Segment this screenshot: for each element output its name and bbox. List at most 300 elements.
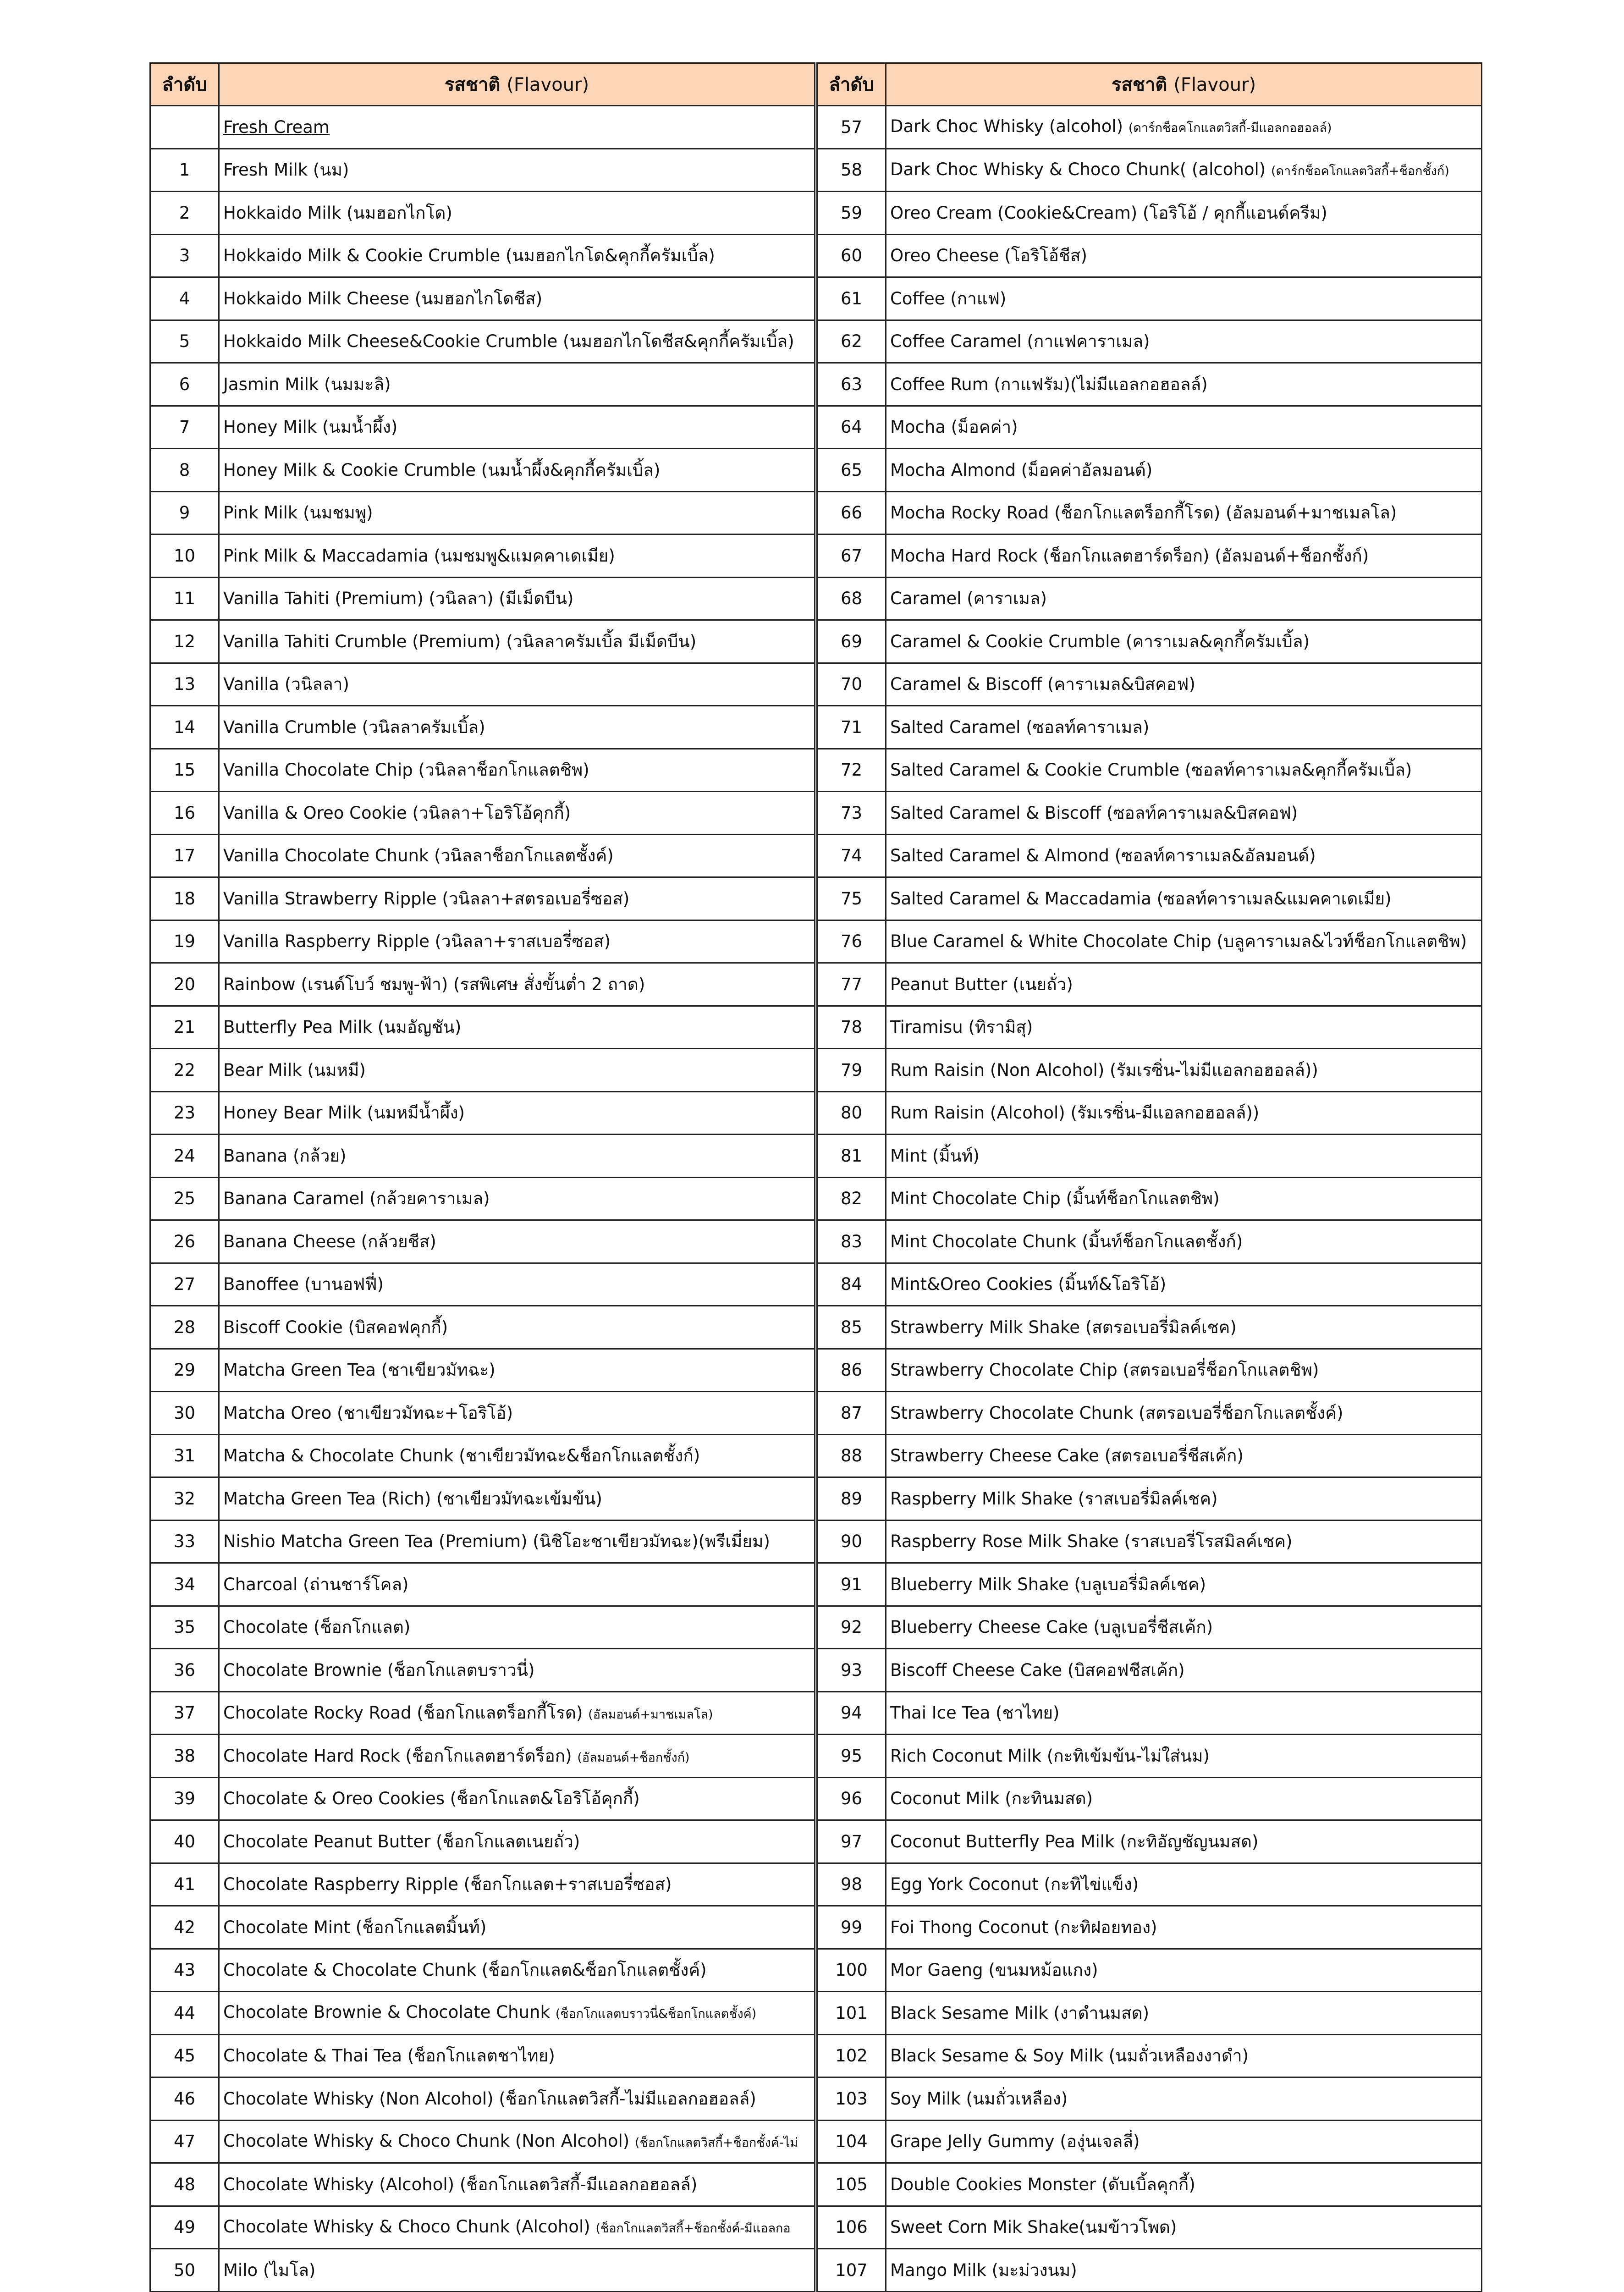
flavour-row: [817, 363, 1482, 406]
header-flavour-th: รสชาติ: [444, 74, 501, 95]
flavour-number: 42: [150, 1906, 219, 1949]
flavour-name-text: Matcha Green Tea (Rich) (ชาเขียวมัทฉะเข้มข้น): [223, 1488, 602, 1509]
flavour-name-text: Banana (กล้วย): [223, 1146, 347, 1166]
flavour-row: [817, 1349, 1482, 1392]
flavour-name: [219, 834, 815, 877]
flavour-name: [886, 620, 1482, 663]
flavour-name: [886, 1992, 1482, 2035]
flavour-name-text: Coconut Milk (กะทินมสด): [890, 1789, 1093, 1809]
flavour-name-text: Blue Caramel & White Chocolate Chip (บลูคาราเมล&ไวท์ช็อกโกแลตชิพ): [890, 931, 1467, 952]
flavour-number: 59: [817, 192, 886, 235]
flavour-number: 43: [150, 1949, 219, 1992]
flavour-number: 57: [817, 106, 886, 149]
flavour-name: [886, 1220, 1482, 1263]
flavour-name: [886, 1906, 1482, 1949]
flavour-number: 76: [817, 920, 886, 963]
flavour-name-text: Chocolate (ช็อกโกแลต): [223, 1617, 411, 1637]
flavour-row: [150, 2249, 815, 2292]
flavour-number: 100: [817, 1949, 886, 1992]
flavour-row: [150, 534, 815, 578]
flavour-row: [150, 406, 815, 449]
flavour-row: [817, 920, 1482, 963]
flavour-name-text: Hokkaido Milk (นมฮอกไกโด): [223, 203, 452, 223]
flavour-name: [219, 1992, 815, 2035]
flavour-row: [150, 1091, 815, 1135]
flavour-row: [817, 620, 1482, 663]
flavour-row: [817, 706, 1482, 749]
flavour-number: 88: [817, 1434, 886, 1477]
flavour-number: 36: [150, 1649, 219, 1692]
flavour-row: [150, 2120, 815, 2163]
flavour-name: [219, 2034, 815, 2077]
flavour-row: [817, 1392, 1482, 1435]
flavour-name: [219, 1777, 815, 1820]
header-flavour: [219, 63, 815, 106]
flavour-number: 16: [150, 792, 219, 835]
flavour-name-text: Chocolate Brownie & Chocolate Chunk: [223, 2002, 550, 2022]
flavour-name: [886, 834, 1482, 877]
flavour-name: [219, 1263, 815, 1306]
flavour-name: [886, 792, 1482, 835]
flavour-row: [150, 2034, 815, 2077]
flavour-number: 93: [817, 1649, 886, 1692]
flavour-name: [219, 1434, 815, 1477]
flavour-name: [886, 749, 1482, 792]
flavour-row: [150, 1606, 815, 1649]
header-row: [817, 63, 1482, 106]
flavour-name-text: Mor Gaeng (ขนมหม้อแกง): [890, 1960, 1098, 1980]
flavour-name: [886, 2034, 1482, 2077]
flavour-number: 34: [150, 1563, 219, 1606]
flavour-row: [150, 1820, 815, 1863]
flavour-number: 30: [150, 1392, 219, 1435]
flavour-name: [219, 620, 815, 663]
flavour-number: 97: [817, 1820, 886, 1863]
flavour-number: 87: [817, 1392, 886, 1435]
flavour-number: 48: [150, 2163, 219, 2206]
flavour-name: [886, 449, 1482, 492]
flavour-row: [150, 277, 815, 320]
flavour-row: [817, 2077, 1482, 2121]
flavour-name-text: Oreo Cheese (โอริโอ้ชีส): [890, 246, 1087, 266]
flavour-name-text: Nishio Matcha Green Tea (Premium) (นิชิโอะชาเขียวมัทฉะ)(พรีเมี่ยม): [223, 1532, 770, 1552]
flavour-table-right: [816, 62, 1482, 2292]
flavour-row: [150, 1306, 815, 1349]
flavour-name: [886, 2206, 1482, 2249]
flavour-row: [817, 192, 1482, 235]
flavour-name-text: Vanilla Crumble (วนิลลาครัมเบิ้ล): [223, 717, 485, 737]
flavour-name: [886, 1649, 1482, 1692]
flavour-name: [886, 2163, 1482, 2206]
flavour-name: [886, 963, 1482, 1006]
flavour-row: [817, 1091, 1482, 1135]
flavour-name: [219, 534, 815, 578]
flavour-name: [886, 2077, 1482, 2121]
flavour-name: [219, 1606, 815, 1649]
flavour-number: 17: [150, 834, 219, 877]
flavour-name: [219, 2120, 815, 2163]
flavour-number: 4: [150, 277, 219, 320]
flavour-name-text: Vanilla Raspberry Ripple (วนิลลา+ราสเบอรี่ซอส): [223, 931, 611, 952]
header-flavour-en: (Flavour): [506, 74, 589, 95]
flavour-name: [886, 1949, 1482, 1992]
flavour-row: [150, 320, 815, 363]
flavour-number: 103: [817, 2077, 886, 2121]
flavour-name-text: Sweet Corn Mik Shake(นมข้าวโพด): [890, 2217, 1177, 2237]
flavour-name-text: Pink Milk (นมชมพู): [223, 503, 373, 523]
flavour-row: [150, 1049, 815, 1092]
flavour-number: 67: [817, 534, 886, 578]
flavour-name: [886, 1392, 1482, 1435]
flavour-name-text: Egg York Coconut (กะทิไข่แข็ง): [890, 1874, 1139, 1895]
flavour-number: 2: [150, 192, 219, 235]
flavour-number: 102: [817, 2034, 886, 2077]
flavour-row: [817, 1049, 1482, 1092]
flavour-row: [150, 963, 815, 1006]
flavour-row: [817, 1006, 1482, 1049]
flavour-row: [817, 2034, 1482, 2077]
flavour-name: [886, 1477, 1482, 1521]
flavour-name-text: Honey Milk (นมน้ำผึ้ง): [223, 417, 398, 437]
flavour-row: [150, 449, 815, 492]
flavour-name-text: Vanilla (วนิลลา): [223, 674, 349, 694]
flavour-name-text: Strawberry Chocolate Chip (สตรอเบอรี่ช็อกโกแลตชิพ): [890, 1360, 1319, 1380]
flavour-row: [817, 1992, 1482, 2035]
flavour-name-text: Vanilla Tahiti Crumble (Premium) (วนิลลาครัมเบิ้ล มีเม็ดบีน): [223, 631, 697, 651]
flavour-name: [886, 1563, 1482, 1606]
flavour-number: 69: [817, 620, 886, 663]
flavour-row: [150, 2163, 815, 2206]
flavour-number: [150, 106, 219, 149]
flavour-row: [150, 1349, 815, 1392]
flavour-name: [219, 1863, 815, 1906]
flavour-number: 44: [150, 1992, 219, 2035]
flavour-number: 15: [150, 749, 219, 792]
flavour-number: 24: [150, 1135, 219, 1178]
flavour-row: [150, 1949, 815, 1992]
flavour-name-text: Dark Choc Whisky (alcohol): [890, 116, 1123, 137]
flavour-name: [219, 2163, 815, 2206]
flavour-name-text: Peanut Butter (เนยถั่ว): [890, 974, 1073, 994]
flavour-name-text: Chocolate Peanut Butter (ช็อกโกแลตเนยถั่ว): [223, 1831, 580, 1851]
flavour-name: [219, 1691, 815, 1735]
flavour-name: [886, 577, 1482, 620]
flavour-row: [817, 534, 1482, 578]
flavour-row: [150, 1434, 815, 1477]
flavour-name-text: Banana Caramel (กล้วยคาราเมล): [223, 1189, 490, 1209]
flavour-table-left: [149, 62, 815, 2292]
flavour-row: [817, 1520, 1482, 1563]
flavour-name-text: Salted Caramel & Almond (ซอลท์คาราเมล&อัลมอนด์): [890, 846, 1316, 866]
flavour-name: [886, 1606, 1482, 1649]
flavour-number: 6: [150, 363, 219, 406]
flavour-number: 45: [150, 2034, 219, 2077]
flavour-number: 66: [817, 491, 886, 534]
flavour-name: [219, 277, 815, 320]
flavour-row: [817, 1434, 1482, 1477]
flavour-row: [817, 1306, 1482, 1349]
flavour-name-text: Coffee Caramel (กาแฟคาราเมล): [890, 331, 1150, 352]
flavour-number: 21: [150, 1006, 219, 1049]
flavour-note: (ช็อกโกแลตวิสกี้+ช็อกชั้งค์-ไม่: [635, 2135, 798, 2150]
flavour-number: 79: [817, 1049, 886, 1092]
flavour-name: [219, 149, 815, 192]
flavour-name: [886, 663, 1482, 706]
flavour-name-text: Coffee Rum (กาแฟรัม)(ไม่มีแอลกอฮอลล์): [890, 374, 1208, 394]
flavour-number: 23: [150, 1091, 219, 1135]
flavour-name-text: Salted Caramel (ซอลท์คาราเมล): [890, 717, 1150, 737]
flavour-number: 29: [150, 1349, 219, 1392]
flavour-name-text: Mocha Rocky Road (ช็อกโกแลตร็อกกี้โรด) (อัลมอนด์+มาชเมลโล): [890, 503, 1397, 523]
flavour-name-text: Dark Choc Whisky & Choco Chunk( (alcohol): [890, 159, 1266, 179]
flavour-number: 96: [817, 1777, 886, 1820]
flavour-name-text: Double Cookies Monster (ดับเบิ้ลคุกกี้): [890, 2174, 1195, 2194]
flavour-row: [150, 1392, 815, 1435]
flavour-name: [219, 234, 815, 277]
flavour-number: 14: [150, 706, 219, 749]
flavour-number: 98: [817, 1863, 886, 1906]
flavour-name-text: Mocha Hard Rock (ช็อกโกแลตฮาร์ดร็อก) (อัลมอนด์+ช็อกชั้งก์): [890, 545, 1369, 566]
flavour-name: [219, 706, 815, 749]
flavour-row: [150, 749, 815, 792]
flavour-name-text: Mint Chocolate Chip (มิ้นท์ช็อกโกแลตชิพ): [890, 1189, 1220, 1209]
flavour-name: [219, 320, 815, 363]
header-row: [150, 63, 815, 106]
flavour-name-text: Hokkaido Milk & Cookie Crumble (นมฮอกไกโด&คุกกี้ครัมเบิ้ล): [223, 246, 715, 266]
flavour-name-text: Bear Milk (นมหมี): [223, 1060, 366, 1080]
flavour-row: [150, 620, 815, 663]
flavour-number: 26: [150, 1220, 219, 1263]
flavour-name-text: Chocolate Whisky & Choco Chunk (Non Alcohol): [223, 2131, 630, 2151]
flavour-row: [150, 1477, 815, 1521]
flavour-number: 8: [150, 449, 219, 492]
header-number: ลำดับ: [817, 63, 886, 106]
flavour-row: [150, 2077, 815, 2121]
flavour-name-text: Thai Ice Tea (ชาไทย): [890, 1703, 1060, 1723]
flavour-name: [886, 1520, 1482, 1563]
flavour-row: [150, 920, 815, 963]
flavour-row: [817, 1949, 1482, 1992]
flavour-name: [886, 1306, 1482, 1349]
flavour-number: 58: [817, 149, 886, 192]
flavour-name: [886, 149, 1482, 192]
flavour-row: [817, 1691, 1482, 1735]
flavour-row: [817, 149, 1482, 192]
flavour-name-text: Chocolate Mint (ช็อกโกแลตมิ้นท์): [223, 1917, 487, 1937]
flavour-name-text: Strawberry Milk Shake (สตรอเบอรี่มิลค์เชค): [890, 1317, 1237, 1337]
flavour-name: [219, 1349, 815, 1392]
flavour-row: [817, 320, 1482, 363]
flavour-number: 82: [817, 1177, 886, 1220]
flavour-number: 18: [150, 877, 219, 920]
flavour-name-text: Honey Milk & Cookie Crumble (นมน้ำผึ้ง&คุกกี้ครัมเบิ้ล): [223, 460, 661, 480]
flavour-name-text: Vanilla Strawberry Ripple (วนิลลา+สตรอเบอรี่ซอส): [223, 888, 630, 909]
flavour-row: [817, 106, 1482, 149]
flavour-name-text: Honey Bear Milk (นมหมีน้ำผึ้ง): [223, 1103, 465, 1123]
flavour-name-text: Oreo Cream (Cookie&Cream) (โอริโอ้ / คุกกี้แอนด์ครีม): [890, 203, 1327, 223]
flavour-name: [219, 1735, 815, 1778]
flavour-name: [886, 1349, 1482, 1392]
flavour-name-text: Caramel (คาราเมล): [890, 589, 1047, 609]
header-flavour-th: รสชาติ: [1111, 74, 1167, 95]
flavour-note: (ช็อกโกแลตบราวนี่&ช็อกโกแลตชั้งค์): [555, 2007, 757, 2022]
flavour-name: [886, 534, 1482, 578]
flavour-number: 94: [817, 1691, 886, 1735]
flavour-number: 91: [817, 1563, 886, 1606]
flavour-name-text: Vanilla Chocolate Chunk (วนิลลาช็อกโกแลตชั้งค์): [223, 846, 614, 866]
flavour-row: [150, 1520, 815, 1563]
flavour-number: 41: [150, 1863, 219, 1906]
flavour-number: 32: [150, 1477, 219, 1521]
flavour-row: [150, 491, 815, 534]
flavour-name-text: Mocha (ม็อคค่า): [890, 417, 1018, 437]
flavour-name-text: Mint&Oreo Cookies (มิ้นท์&โอริโอ้): [890, 1274, 1167, 1295]
flavour-number: 38: [150, 1735, 219, 1778]
flavour-number: 99: [817, 1906, 886, 1949]
flavour-name: [219, 749, 815, 792]
flavour-row: [817, 1263, 1482, 1306]
flavour-name: [219, 1563, 815, 1606]
flavour-row: [817, 2163, 1482, 2206]
flavour-number: 61: [817, 277, 886, 320]
flavour-row: [150, 1906, 815, 1949]
flavour-name-text: Hokkaido Milk Cheese (นมฮอกไกโดชีส): [223, 288, 543, 309]
flavour-row: [817, 1563, 1482, 1606]
flavour-name: [219, 1392, 815, 1435]
flavour-name-text: Coffee (กาแฟ): [890, 288, 1007, 309]
flavour-name-text: Chocolate Whisky & Choco Chunk (Alcohol): [223, 2216, 590, 2237]
flavour-row: [150, 1735, 815, 1778]
flavour-row: [817, 1135, 1482, 1178]
flavour-number: 12: [150, 620, 219, 663]
flavour-number: 39: [150, 1777, 219, 1820]
flavour-name-text: Charcoal (ถ่านชาร์โคล): [223, 1574, 409, 1594]
flavour-name: [219, 920, 815, 963]
flavour-number: 25: [150, 1177, 219, 1220]
flavour-number: 11: [150, 577, 219, 620]
flavour-name-text: Vanilla Chocolate Chip (วนิลลาช็อกโกแลตชิพ): [223, 760, 589, 780]
flavour-row: [817, 1777, 1482, 1820]
flavour-row: [150, 149, 815, 192]
flavour-number: 68: [817, 577, 886, 620]
flavour-row: [150, 1863, 815, 1906]
section-title: [219, 106, 815, 149]
flavour-name: [886, 1777, 1482, 1820]
flavour-name: [219, 1649, 815, 1692]
flavour-name-text: Milo (ไมโล): [223, 2260, 316, 2280]
flavour-row: [150, 1563, 815, 1606]
flavour-name: [886, 320, 1482, 363]
flavour-number: 63: [817, 363, 886, 406]
flavour-number: 46: [150, 2077, 219, 2121]
flavour-name-text: Vanilla & Oreo Cookie (วนิลลา+โอริโอ้คุกกี้): [223, 803, 571, 823]
flavour-row: [817, 663, 1482, 706]
flavour-number: 77: [817, 963, 886, 1006]
flavour-number: 104: [817, 2120, 886, 2163]
flavour-name: [886, 706, 1482, 749]
flavour-row: [817, 792, 1482, 835]
flavour-name-text: Strawberry Chocolate Chunk (สตรอเบอรี่ช็อกโกแลตชั้งค์): [890, 1403, 1343, 1423]
flavour-name-text: Chocolate Whisky (Alcohol) (ช็อกโกแลตวิสกี้-มีแอลกอฮอลล์): [223, 2174, 698, 2194]
flavour-name: [886, 1263, 1482, 1306]
flavour-name-text: Salted Caramel & Biscoff (ซอลท์คาราเมล&บิสคอฟ): [890, 803, 1298, 823]
header-number: ลำดับ: [150, 63, 219, 106]
flavour-name: [219, 491, 815, 534]
flavour-row: [817, 749, 1482, 792]
flavour-name-text: Banana Cheese (กล้วยชีส): [223, 1231, 436, 1251]
flavour-number: 19: [150, 920, 219, 963]
flavour-number: 62: [817, 320, 886, 363]
flavour-note: (อัลมอนด์+ช็อกชั้งก์): [577, 1750, 690, 1765]
flavour-number: 10: [150, 534, 219, 578]
flavour-name-text: Raspberry Rose Milk Shake (ราสเบอรี่โรสมิลค์เชค): [890, 1532, 1293, 1552]
flavour-name: [886, 277, 1482, 320]
flavour-name: [219, 1520, 815, 1563]
flavour-name-text: Mint Chocolate Chunk (มิ้นท์ช็อกโกแลตชั้งก์): [890, 1231, 1243, 1251]
flavour-name-text: Caramel & Biscoff (คาราเมล&บิสคอฟ): [890, 674, 1195, 694]
flavour-number: 35: [150, 1606, 219, 1649]
flavour-number: 9: [150, 491, 219, 534]
flavour-row: [150, 1135, 815, 1178]
flavour-name-text: Salted Caramel & Maccadamia (ซอลท์คาราเมล&แมคคาเดเมีย): [890, 888, 1392, 909]
header-flavour: [886, 63, 1482, 106]
flavour-row: [817, 1606, 1482, 1649]
flavour-row: [150, 1177, 815, 1220]
flavour-row: [150, 106, 815, 149]
flavour-name: [219, 1306, 815, 1349]
flavour-name-text: Grape Jelly Gummy (องุ่นเจลลี่): [890, 2132, 1140, 2152]
flavour-number: 7: [150, 406, 219, 449]
flavour-number: 49: [150, 2206, 219, 2249]
flavour-name-text: Blueberry Cheese Cake (บลูเบอรี่ชีสเค้ก): [890, 1617, 1213, 1637]
flavour-name-text: Salted Caramel & Cookie Crumble (ซอลท์คาราเมล&คุกกี้ครัมเบิ้ล): [890, 760, 1412, 780]
flavour-number: 31: [150, 1434, 219, 1477]
flavour-name-text: Chocolate & Oreo Cookies (ช็อกโกแลต&โอริโอ้คุกกี้): [223, 1789, 640, 1809]
flavour-name: [886, 2249, 1482, 2292]
flavour-row: [817, 406, 1482, 449]
flavour-row: [150, 1777, 815, 1820]
flavour-number: 105: [817, 2163, 886, 2206]
flavour-row: [817, 2206, 1482, 2249]
flavour-name-text: Vanilla Tahiti (Premium) (วนิลลา) (มีเม็ดบีน): [223, 589, 574, 609]
flavour-note: (ดาร์กช็อคโกแลตวิสกี้+ช็อกชั้งก์): [1271, 164, 1449, 178]
flavour-row: [150, 706, 815, 749]
flavour-row: [150, 577, 815, 620]
flavour-name-text: Rum Raisin (Non Alcohol) (รัมเรซิ่น-ไม่มีแอลกอฮอลล์)): [890, 1060, 1318, 1080]
flavour-name-text: Matcha Oreo (ชาเขียวมัทฉะ+โอริโอ้): [223, 1403, 513, 1423]
flavour-number: 90: [817, 1520, 886, 1563]
flavour-name: [219, 1949, 815, 1992]
flavour-name: [219, 2077, 815, 2121]
flavour-name-text: Jasmin Milk (นมมะลิ): [223, 374, 391, 394]
flavour-row: [817, 1863, 1482, 1906]
flavour-row: [150, 1649, 815, 1692]
flavour-name-text: Butterfly Pea Milk (นมอัญชัน): [223, 1017, 462, 1037]
flavour-name-text: Chocolate & Thai Tea (ช็อกโกแลตชาไทย): [223, 2046, 555, 2066]
flavour-name-text: Biscoff Cheese Cake (บิสคอฟชีสเค้ก): [890, 1660, 1185, 1680]
flavour-number: 70: [817, 663, 886, 706]
flavour-name: [219, 363, 815, 406]
flavour-row: [817, 1220, 1482, 1263]
flavour-name-text: Mocha Almond (ม็อคค่าอัลมอนด์): [890, 460, 1153, 480]
flavour-name: [886, 877, 1482, 920]
flavour-name: [219, 406, 815, 449]
flavour-name: [886, 1135, 1482, 1178]
flavour-row: [817, 1649, 1482, 1692]
flavour-name-text: Blueberry Milk Shake (บลูเบอรี่มิลค์เชค): [890, 1574, 1206, 1594]
flavour-name-text: Tiramisu (ทิรามิสุ): [890, 1017, 1033, 1037]
flavour-note: (อัลมอนด์+มาชเมลโล): [588, 1708, 713, 1722]
